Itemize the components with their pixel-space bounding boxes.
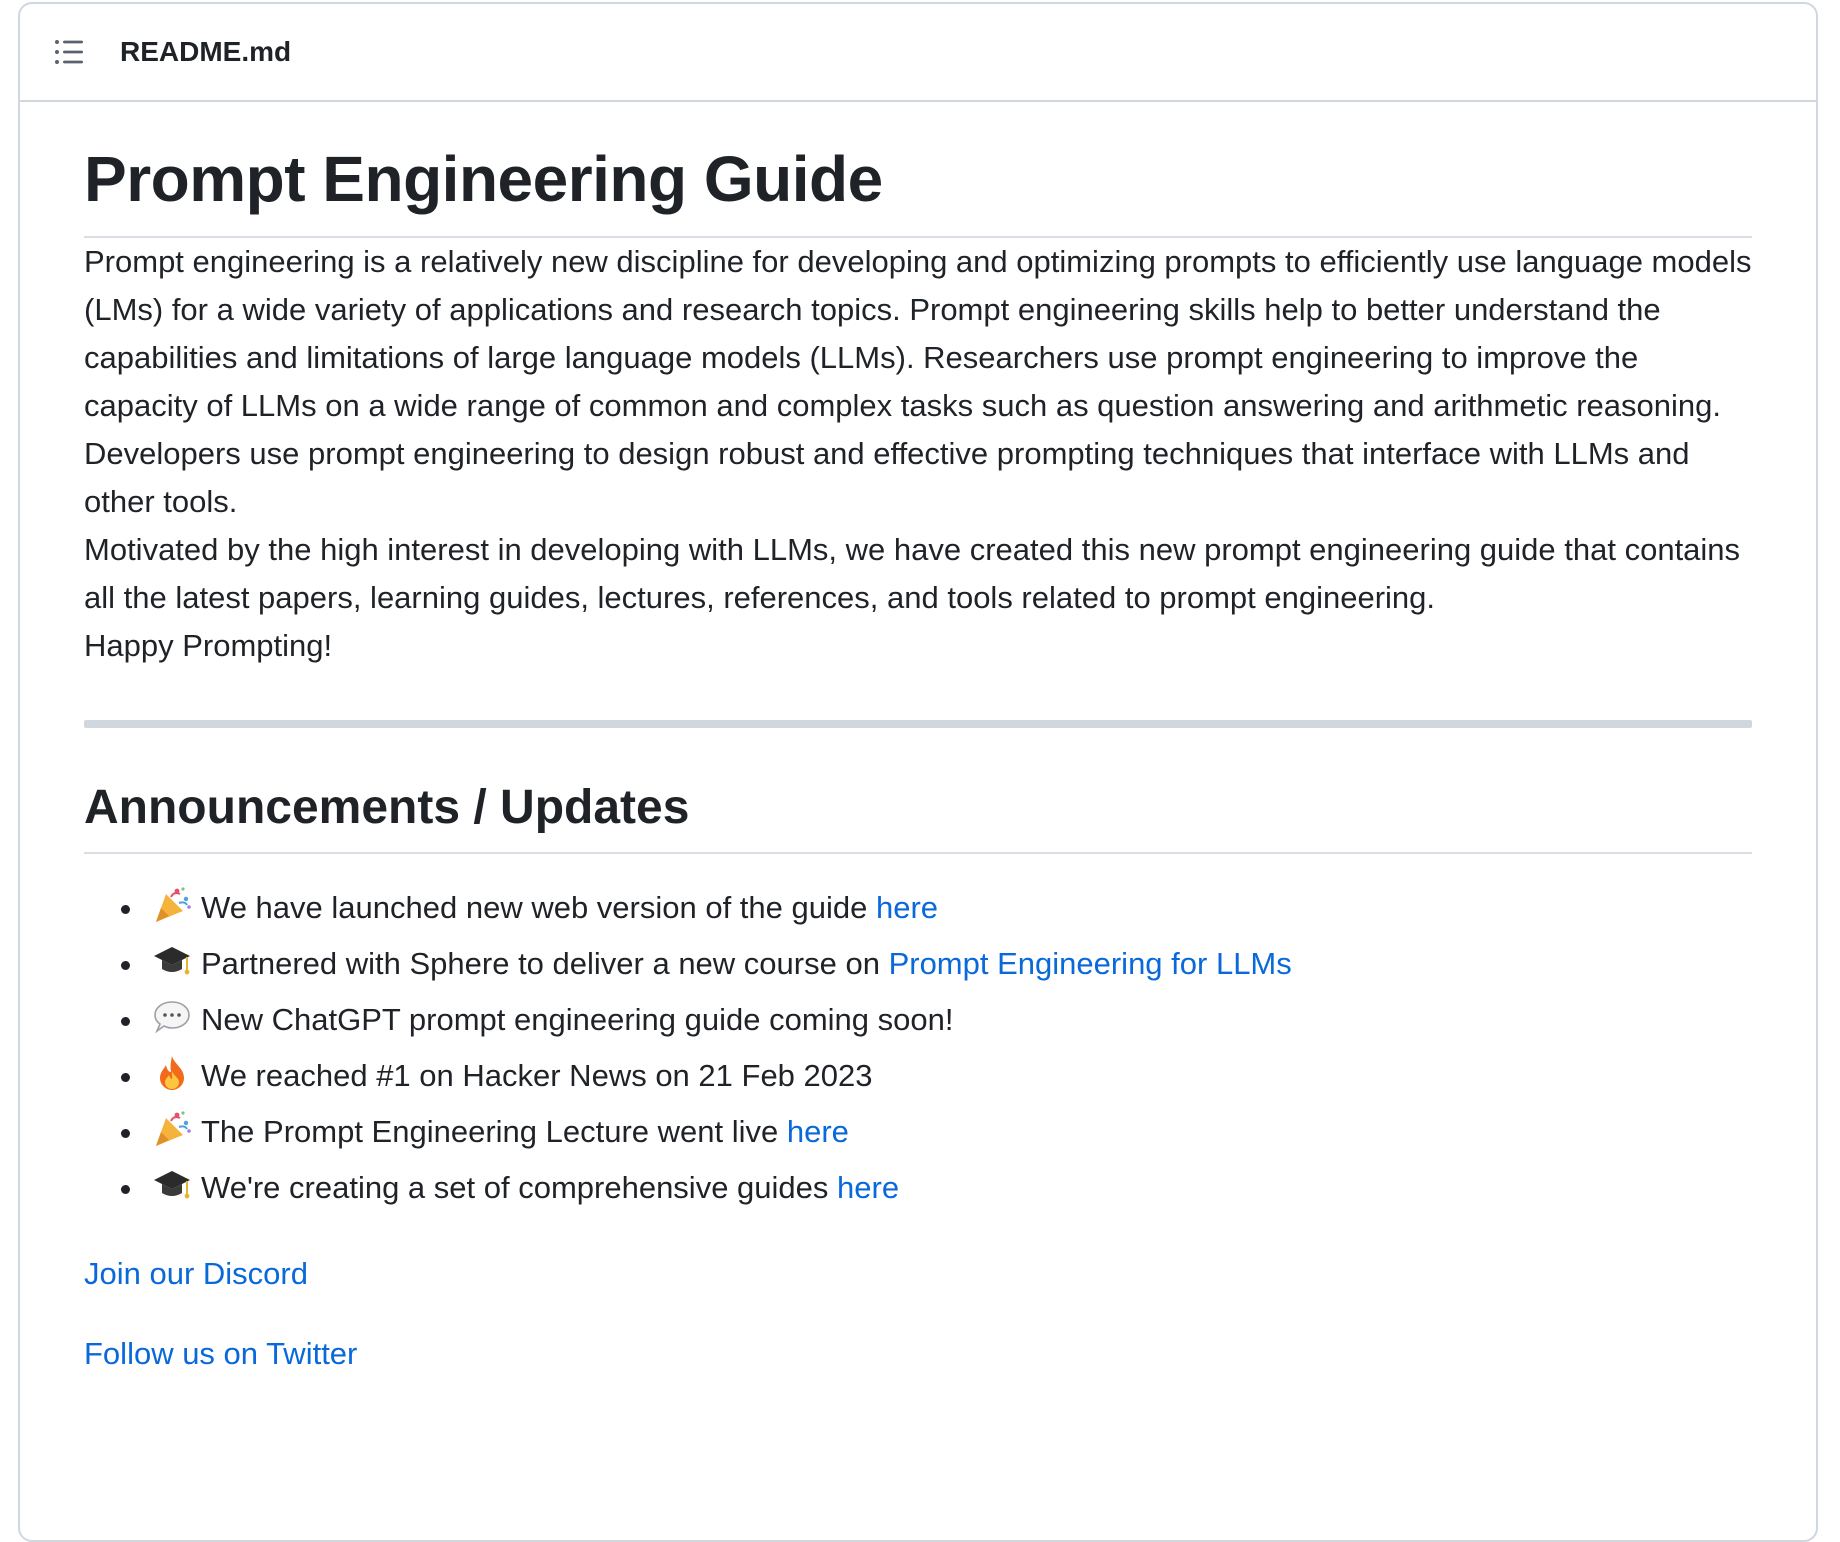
twitter-link[interactable]: Follow us on Twitter <box>84 1335 358 1371</box>
horizontal-rule <box>84 720 1752 728</box>
readme-content <box>84 102 1752 1378</box>
list-item: We're creating a set of comprehensive guides here <box>152 1160 1752 1216</box>
motivation-paragraph: Motivated by the high interest in developing with LLMs, we have created this new prompt engineering guide that contains all the latest papers, learning guides, lectures, references, and tools related to prompt engineering. <box>84 532 1741 616</box>
list-item: The Prompt Engineering Lecture went live here <box>152 1104 1752 1160</box>
party-popper-icon <box>152 885 192 925</box>
readme-file-name: README.md <box>120 36 292 67</box>
graduation-cap-icon <box>152 1165 192 1205</box>
web-version-link[interactable]: here <box>875 889 939 925</box>
twitter-paragraph <box>84 1330 1752 1378</box>
discord-link[interactable]: Join our Discord <box>84 1255 308 1291</box>
intro-paragraph: Prompt engineering is a relatively new discipline for developing and optimizing prompts to efficiently use language models (LMs) for a wide variety of applications and research topics. Prompt engineering skills help to better understand the capabilities and limitations of large language models (LLMs). Researchers use prompt engineering to improve the capacity of LLMs on a wide range of common and complex tasks such as question answering and arithmetic reasoning. Developers use prompt engineering to design robust and effective prompting techniques that interface with LLMs and other tools. <box>84 244 1752 520</box>
guides-link[interactable]: here <box>837 1169 900 1205</box>
announcements-heading: Announcements / Updates <box>84 780 1752 853</box>
page-title: Prompt Engineering Guide <box>84 102 1752 238</box>
list-item: Partnered with Sphere to deliver a new course on Prompt Engineering for LLMs <box>152 936 1752 992</box>
list-unordered-icon[interactable] <box>54 39 84 65</box>
discord-paragraph <box>84 1250 1752 1298</box>
list-item: New ChatGPT prompt engineering guide coming soon! <box>152 992 1752 1048</box>
happy-prompting-text: Happy Prompting! <box>84 628 333 664</box>
speech-bubble-icon <box>152 997 192 1037</box>
list-item: We have launched new web version of the guide here <box>152 880 1752 936</box>
lecture-link[interactable]: here <box>786 1113 849 1149</box>
graduation-cap-icon <box>152 941 192 981</box>
course-link[interactable]: Prompt Engineering for LLMs <box>888 945 1292 981</box>
announcements-list <box>84 880 1752 1216</box>
readme-header <box>20 4 1816 102</box>
fire-icon <box>152 1053 192 1093</box>
list-item: We reached #1 on Hacker News on 21 Feb 2023 <box>152 1048 1752 1104</box>
readme-container <box>18 2 1818 1542</box>
party-popper-icon <box>152 1109 192 1149</box>
